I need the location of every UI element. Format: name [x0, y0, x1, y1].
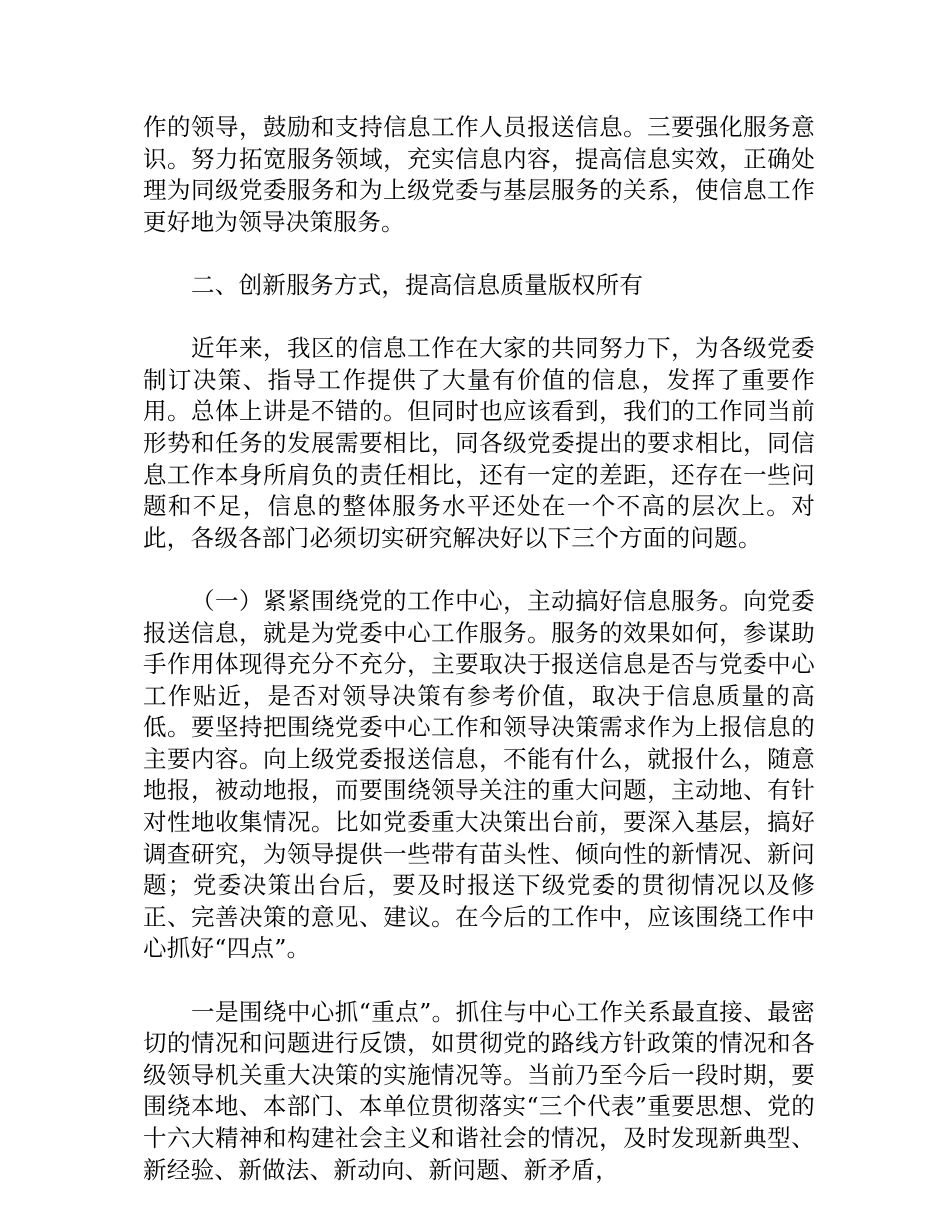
- paragraph-subsection-one: （一）紧紧围绕党的工作中心，主动搞好信息服务。向党委报送信息，就是为党委中心工作服务。服务的效果如何，参谋助手作用体现得充分不充分，主要取决于报送信息是否与党委中心工作贴近，是否对领导决策有参考价值，取决于信息质量的高低。要坚持把围绕党委中心工作和领导决策需求作为上报信息的主要内容。向上级党委报送信息，不能有什么，就报什么，随意地报，被动地报，而要围绕领导关注的重大问题，主动地、有针对性地收集情况。比如党委重大决策出台前，要深入基层，搞好调查研究，为领导提供一些带有苗头性、倾向性的新情况、新问题；党委决策出台后，要及时报送下级党委的贯彻情况以及修正、完善决策的意见、建议。在今后的工作中，应该围绕工作中心抓好“四点”。: [143, 586, 815, 963]
- document-body: [143, 112, 815, 1218]
- paragraph-point-one: 一是围绕中心抓“重点”。抓住与中心工作关系最直接、最密切的情况和问题进行反馈，如贯彻党的路线方针政策的情况和各级领导机关重大决策的实施情况等。当前乃至今后一段时期，要围绕本地、本部门、本单位贯彻落实“三个代表”重要思想、党的十六大精神和构建社会主义和谐社会的情况，及时发现新典型、新经验、新做法、新动向、新问题、新矛盾，: [143, 997, 815, 1184]
- paragraph-overview: 近年来，我区的信息工作在大家的共同努力下，为各级党委制订决策、指导工作提供了大量有价值的信息，发挥了重要作用。总体上讲是不错的。但同时也应该看到，我们的工作同当前形势和任务的发展需要相比，同各级党委提出的要求相比，同信息工作本身所肩负的责任相比，还有一定的差距，还存在一些问题和不足，信息的整体服务水平还处在一个不高的层次上。对此，各级各部门必须切实研究解决好以下三个方面的问题。: [143, 334, 815, 552]
- section-heading: 二、创新服务方式，提高信息质量版权所有: [191, 270, 644, 299]
- paragraph-continuation: 作的领导，鼓励和支持信息工作人员报送信息。三要强化服务意识。努力拓宽服务领域，充实信息内容，提高信息实效，正确处理为同级党委服务和为上级党委与基层服务的关系，使信息工作更好地为领导决策服务。: [143, 113, 815, 236]
